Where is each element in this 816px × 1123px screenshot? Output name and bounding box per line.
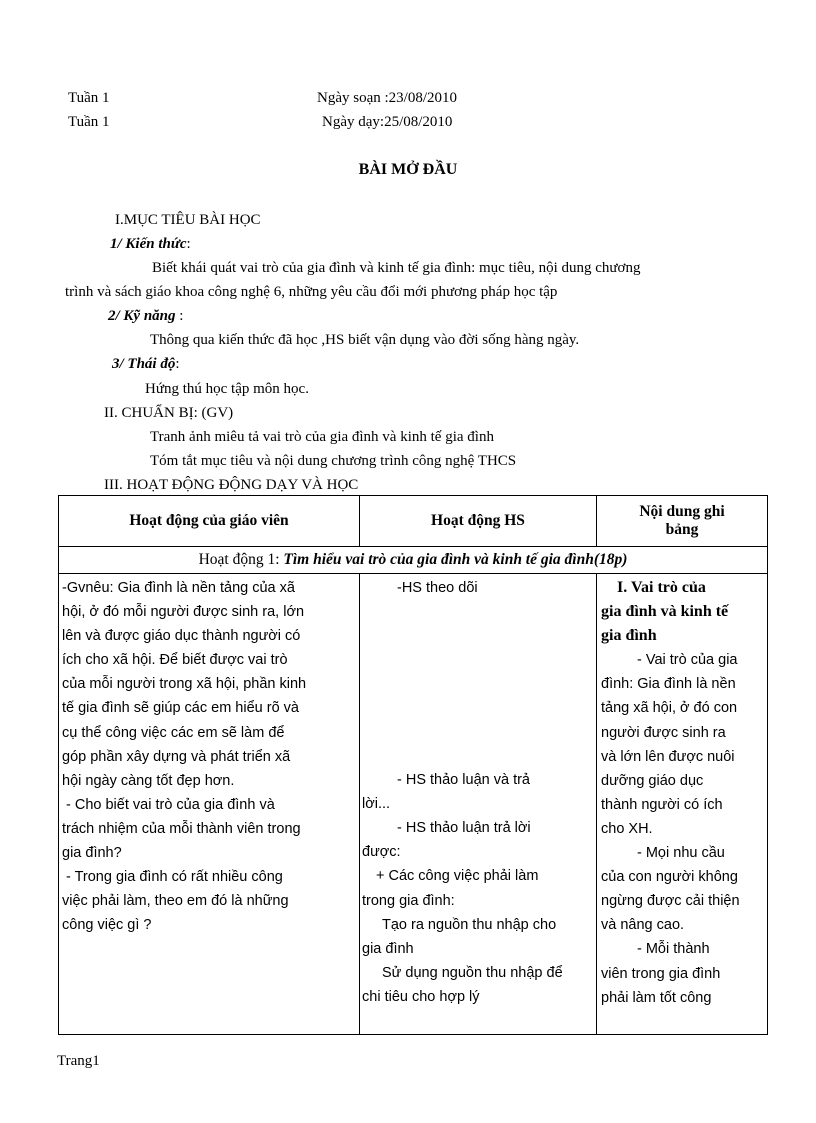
teacher-line: hội, ở đó mỗi người được sinh ra, lớn	[62, 604, 305, 621]
student-activity-cell	[360, 574, 597, 1035]
attitude-colon: :	[175, 356, 180, 372]
attitude-label: 3/ Thái độ	[112, 356, 176, 372]
teaching-date: Ngày dạy:25/08/2010	[322, 114, 453, 130]
teacher-line: ích cho xã hội. Để biết được vai trò	[62, 652, 288, 669]
board-line: của con người không	[601, 869, 738, 886]
teacher-line: gia đình?	[62, 845, 122, 862]
teacher-line: góp phần xây dựng và phát triển xã	[62, 748, 291, 765]
board-title-line-3: gia đình	[601, 627, 657, 645]
student-line: + Các công việc phải làm	[376, 868, 539, 885]
preparation-date: Ngày soạn :23/08/2010	[317, 90, 457, 106]
knowledge-heading	[110, 236, 191, 253]
board-title-line-1	[601, 576, 763, 600]
skill-label: 2/ Kỹ năng	[108, 308, 176, 324]
teacher-line: - Trong gia đình có rất nhiều công	[66, 869, 283, 886]
section-2-heading: II. CHUẨN BỊ: (GV)	[104, 405, 234, 421]
week-label-2: Tuần 1	[68, 114, 110, 130]
week-label-1: Tuần 1	[68, 90, 110, 106]
board-line: và lớn lên được nuôi	[601, 748, 735, 765]
board-line: đình: Gia đình là nền	[601, 676, 736, 693]
teacher-line: -Gvnêu: Gia đình là nền tảng của xã	[62, 580, 295, 596]
attitude-text: Hứng thú học tập môn học.	[145, 381, 309, 397]
board-content-cell	[597, 574, 768, 1035]
teacher-line: của mỗi người trong xã hội, phần kinh	[62, 676, 307, 693]
student-line: -HS theo dõi	[397, 580, 478, 596]
teacher-line: việc phải làm, theo em đó là những	[62, 893, 289, 910]
attitude-heading	[112, 356, 180, 373]
page-number: Trang1	[57, 1053, 100, 1069]
board-header-line-1: Nội dung ghi	[639, 503, 725, 520]
board-title-text-1: I. Vai trò của	[617, 579, 706, 596]
activity-title-cell	[59, 547, 768, 574]
activity-title: Tìm hiểu vai trò của gia đình và kinh tế gia đình(18p)	[283, 551, 628, 568]
teacher-line: - Cho biết vai trò của gia đình và	[66, 796, 275, 813]
board-title-line-2: gia đình và kinh tế	[601, 603, 729, 621]
activity-row	[59, 547, 768, 574]
lesson-activity-table	[58, 495, 768, 1035]
student-line: - HS thảo luận và trả	[397, 772, 530, 789]
board-line: dưỡng giáo dục	[601, 772, 704, 789]
board-line: - Mỗi thành	[637, 941, 710, 958]
teacher-line: tế gia đình sẽ giúp các em hiểu rõ và	[62, 700, 299, 717]
preparation-item-2: Tóm tắt mục tiêu và nội dung chương trình công nghệ THCS	[150, 453, 517, 469]
student-line: Tạo ra nguồn thu nhập cho	[382, 916, 557, 933]
activity-prefix: Hoạt động 1:	[198, 551, 284, 568]
student-line: gia đình	[362, 940, 414, 957]
student-activity-text	[360, 574, 596, 1009]
preparation-item-1: Tranh ảnh miêu tả vai trò của gia đình và kinh tế gia đình	[150, 429, 494, 445]
teacher-line: công việc gì ?	[62, 917, 152, 934]
teacher-line: cụ thể công việc các em sẽ làm để	[62, 724, 285, 741]
board-content-text	[597, 574, 767, 1010]
teacher-activity-text	[59, 574, 359, 937]
board-line: - Mọi nhu cầu	[637, 845, 725, 862]
student-line: được:	[362, 844, 401, 861]
table-body-row	[59, 574, 768, 1035]
board-line: phải làm tốt công	[601, 989, 712, 1006]
teacher-column-header: Hoạt động của giáo viên	[59, 496, 360, 547]
student-column-header: Hoạt động HS	[360, 496, 597, 547]
board-line: viên trong gia đình	[601, 965, 721, 982]
page-title: BÀI MỞ ĐẦU	[358, 161, 458, 178]
knowledge-label: 1/ Kiến thức	[110, 236, 187, 252]
teacher-line: trách nhiệm của mỗi thành viên trong	[62, 820, 301, 837]
section-3-heading: III. HOẠT ĐỘNG ĐỘNG DẠY VÀ HỌC	[104, 477, 359, 493]
teacher-line: lên và được giáo dục thành người có	[62, 628, 301, 645]
board-column-header	[597, 496, 768, 547]
skill-colon: :	[175, 308, 184, 324]
teacher-activity-cell	[59, 574, 360, 1035]
student-line: - HS thảo luận trả lời	[397, 820, 531, 837]
knowledge-text-line-2: trình và sách giáo khoa công nghệ 6, những yêu cầu đổi mới phương pháp học tập	[65, 284, 558, 300]
board-line: người được sinh ra	[601, 724, 726, 741]
teacher-line: hội ngày càng tốt đẹp hơn.	[62, 772, 235, 789]
student-line: Sử dụng nguồn thu nhập để	[382, 964, 563, 981]
skill-heading	[108, 308, 183, 325]
student-line: lời...	[362, 796, 391, 813]
board-line: ngừng được cải thiện	[601, 893, 740, 910]
board-line: cho XH.	[601, 820, 653, 837]
student-line: trong gia đình:	[362, 892, 455, 909]
board-line: tảng xã hội, ở đó con	[601, 700, 738, 717]
board-header-line-2: bảng	[665, 521, 699, 538]
board-line: - Vai trò của gia	[637, 652, 738, 669]
student-line: chi tiêu cho hợp lý	[362, 988, 480, 1005]
board-line: thành người có ích	[601, 796, 723, 813]
table-header-row	[59, 496, 768, 547]
skill-text: Thông qua kiến thức đã học ,HS biết vận dụng vào đời sống hàng ngày.	[150, 332, 580, 348]
knowledge-text-line-1: Biết khái quát vai trò của gia đình và kinh tế gia đình: mục tiêu, nội dung chương	[152, 260, 641, 276]
board-line: và nâng cao.	[601, 917, 685, 934]
section-1-heading: I.MỤC TIÊU BÀI HỌC	[115, 212, 261, 228]
knowledge-colon: :	[186, 236, 191, 252]
